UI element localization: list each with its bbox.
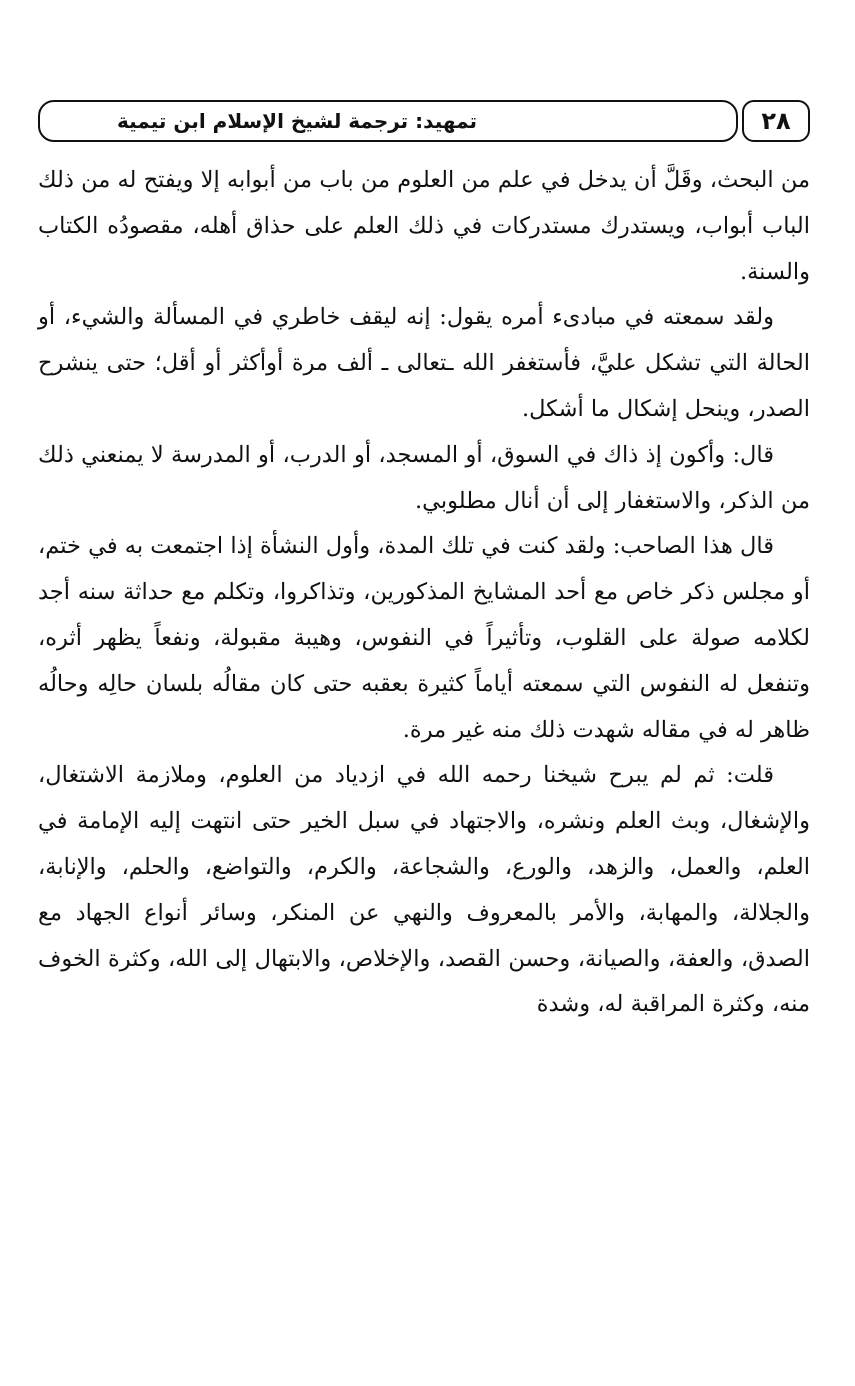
page-number: ٢٨ <box>761 107 791 135</box>
body-text <box>38 158 810 1028</box>
paragraph-4: قال هذا الصاحب: ولقد كنت في تلك المدة، وأول النشأة إذا اجتمعت به في ختم، أو مجلس ذكر خاص مع أحد المشايخ المذكورين، وتذاكروا، وتكلم مع حداثة سنه أجد لكلامه صولة على القلوب، وتأثيراً في النفوس، وهيبة مقبولة، ونفعاً يظهر أثره، وتنفعل له النفوس التي سمعته أياماً كثيرة بعقبه حتى كان مقالُه بلسان حالِه وحالُه ظاهر له في مقاله شهدت ذلك منه غير مرة. <box>38 533 810 743</box>
paragraph-1: من البحث، وقَلَّ أن يدخل في علم من العلوم من باب من أبوابه إلا ويفتح له من ذلك الباب أبواب، ويستدرك مستدركات في ذلك العلم على حذاق أهله، مقصودُه الكتاب والسنة. <box>38 167 810 285</box>
paragraph-2: ولقد سمعته في مبادىء أمره يقول: إنه ليقف خاطري في المسألة والشيء، أو الحالة التي تشكل عليَّ، فأستغفر الله ـتعالى ـ ألف مرة أوأكثر أو أقل؛ حتى ينشرح الصدر، وينحل إشكال ما أشكل. <box>38 304 810 422</box>
paragraph-5: قلت: ثم لم يبرح شيخنا رحمه الله في ازدياد من العلوم، وملازمة الاشتغال، والإشغال، وبث العلم ونشره، والاجتهاد في سبل الخير حتى انتهت إليه الإمامة في العلم، والعمل، والزهد، والورع، والشجاعة، والكرم، والتواضع، والحلم، والإنابة، والجلالة، والمهابة، والأمر بالمعروف والنهي عن المنكر، وسائر أنواع الجهاد مع الصدق، والعفة، والصيانة، وحسن القصد، والإخلاص، والابتهال إلى الله، وكثرة الخوف منه، وكثرة المراقبة له، وشدة <box>38 762 810 1018</box>
running-header-title: تمهيد: ترجمة لشيخ الإسلام ابن تيمية <box>117 109 477 133</box>
paragraph-3: قال: وأكون إذ ذاك في السوق، أو المسجد، أو الدرب، أو المدرسة لا يمنعني ذلك من الذكر، والاستغفار إلى أن أنال مطلوبي. <box>38 441 810 514</box>
